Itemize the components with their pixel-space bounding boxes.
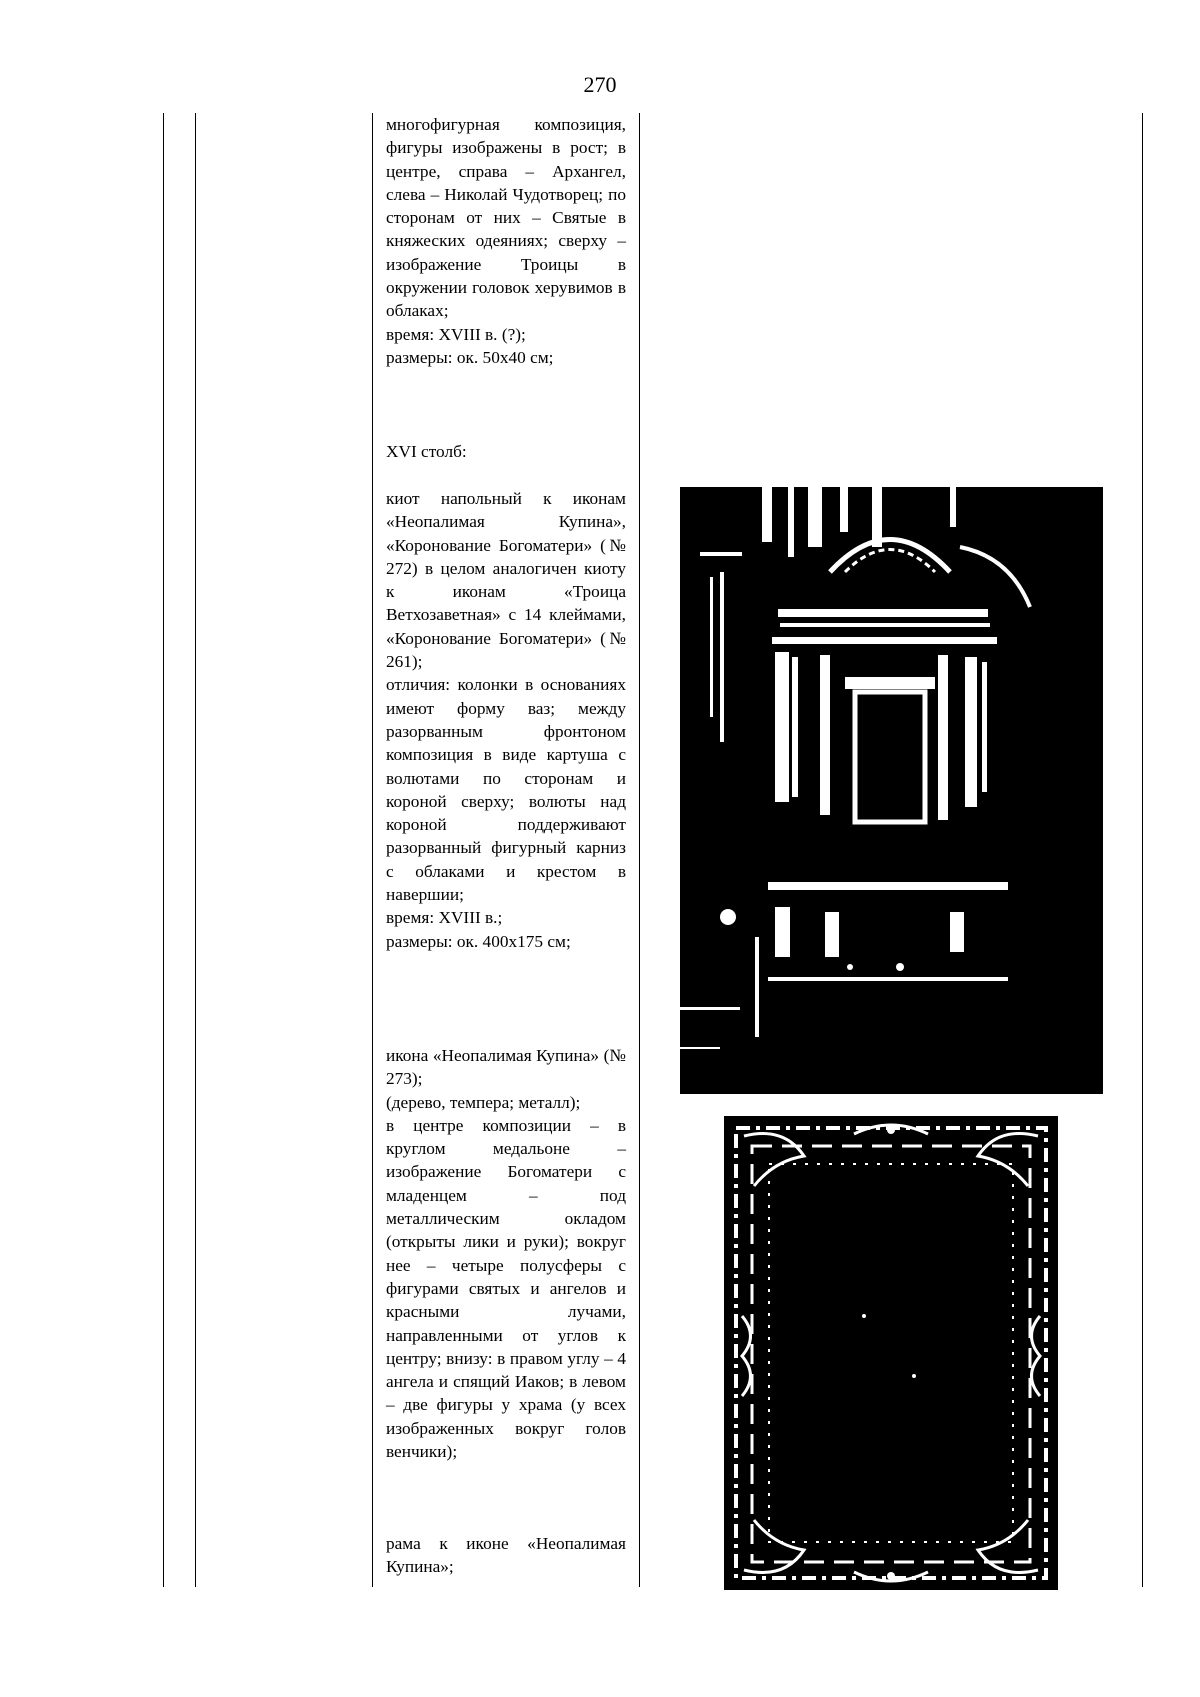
description-block-kiot [386,487,626,953]
paragraph: время: XVIII в. (?); [386,324,526,344]
table-column-divider-2 [372,113,373,1587]
paragraph: киот напольный к иконам «Неопалимая Купина», «Коронование Богоматери» (№ 272) в целом аналогичен киоту к иконам «Троица Ветхозаветная» с 14 клеймами, «Коронование Богоматери» (№ 261); [386,489,626,672]
description-block-icon-composition [386,113,626,369]
paragraph: в центре композиции – в круглом медальоне – изображение Богоматери с младенцем – под металлическим окладом (открыты лики и руки); вокруг нее – четыре полусферы с фигурами святых и ангелов и красными лучами, направленными от углов к центру; внизу: в правом углу – 4 ангела и спящий Иаков; в левом – две фигуры у храма (у всех изображенных вокруг голов венчики); [386,1115,626,1462]
paragraph: (дерево, темпера; металл); [386,1092,581,1112]
paragraph: время: XVIII в.; [386,908,503,928]
table-column-divider-3 [639,113,640,1587]
description-block-frame [386,1532,626,1579]
paragraph: рама к иконе «Неопалимая Купина»; [386,1534,626,1577]
paragraph: отличия: колонки в основаниях имеют форму ваз; между разорванным фронтоном композиция в виде картуша с волютами по сторонам и короной сверху; волюты над короной поддерживают разорванный фигурный карниз с облаками и крестом в навершии; [386,675,626,905]
description-block-icon [386,1044,626,1463]
icon-frame-photo-image [724,1116,1058,1590]
section-heading: XVI столб: [386,442,467,461]
page-number: 270 [583,72,617,97]
table-border-left [163,113,164,1587]
table-border-right [1142,113,1143,1587]
section-heading-block [386,440,626,463]
kiot-photo-image [680,487,1103,1094]
table-column-divider-1 [195,113,196,1587]
icon-frame-photo [724,1116,1058,1590]
paragraph: многофигурная композиция, фигуры изображены в рост; в центре, справа – Архангел, слева – Николай Чудотворец; по сторонам от них – Святые в княжеских одеяниях; сверху – изображение Троицы в окружении головок херувимов в облаках; [386,115,626,321]
paragraph: размеры: ок. 50х40 см; [386,347,554,367]
kiot-photo [680,487,1103,1094]
paragraph: размеры: ок. 400х175 см; [386,931,571,951]
paragraph: икона «Неопалимая Купина» (№ 273); [386,1046,626,1089]
